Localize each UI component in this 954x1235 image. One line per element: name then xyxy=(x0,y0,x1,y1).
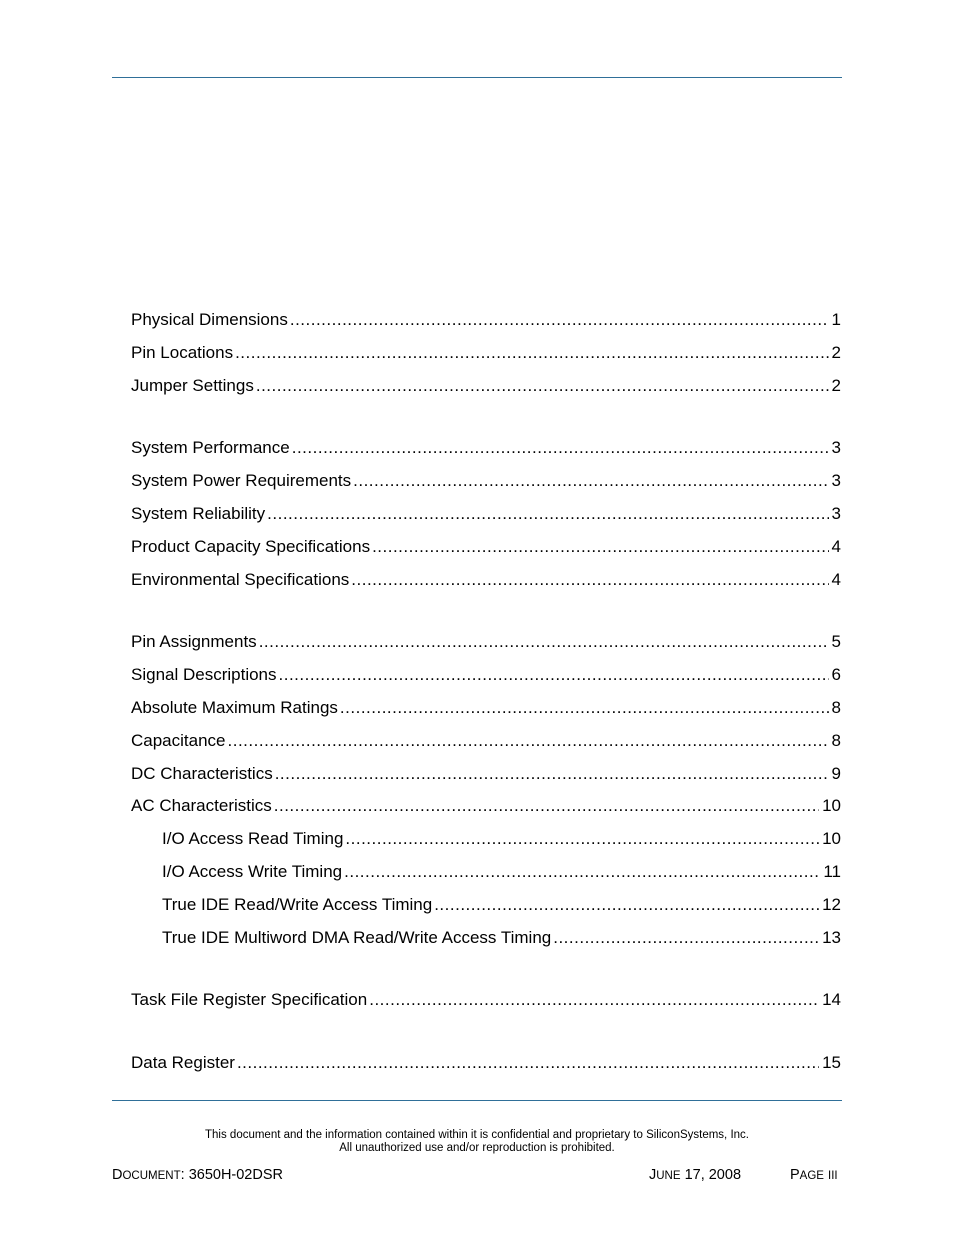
toc-dot-leader xyxy=(256,372,829,400)
toc-entry-page: 9 xyxy=(831,763,841,783)
toc-group xyxy=(131,306,841,404)
toc-entry[interactable] xyxy=(131,467,841,500)
toc-entry-page: 10 xyxy=(822,829,841,849)
toc-entry-page: 2 xyxy=(831,375,841,395)
toc-entry[interactable] xyxy=(131,339,841,372)
toc-entry-page: 6 xyxy=(831,665,841,685)
toc-entry-page: 8 xyxy=(831,730,841,750)
toc-group xyxy=(131,1049,841,1082)
toc-entry-page: 11 xyxy=(823,861,841,881)
toc-entry[interactable] xyxy=(131,533,841,566)
toc-entry-page: 15 xyxy=(822,1053,841,1073)
confidentiality-line-2: All unauthorized use and/or reproduction is prohibited. xyxy=(339,1141,615,1154)
toc-entry[interactable] xyxy=(131,858,841,891)
toc-group xyxy=(131,434,841,598)
toc-entry-title: True IDE Read/Write Access Timing xyxy=(162,894,433,914)
toc-entry-page: 12 xyxy=(822,894,841,914)
toc-group xyxy=(131,986,841,1019)
toc-group xyxy=(131,628,841,956)
toc-entry-title: Pin Locations xyxy=(131,342,234,362)
toc-entry-page: 2 xyxy=(831,342,841,362)
toc-entry[interactable] xyxy=(131,661,841,694)
toc-dot-leader xyxy=(275,760,829,788)
toc-entry-title: System Performance xyxy=(131,438,290,458)
document-number: DOCUMENT: 3650H-02DSR xyxy=(112,1167,283,1183)
header-rule xyxy=(112,77,842,78)
toc-entry-title: Capacitance xyxy=(131,730,226,750)
toc-entry[interactable] xyxy=(131,760,841,793)
toc-entry-title: Pin Assignments xyxy=(131,632,257,652)
toc-dot-leader xyxy=(372,533,828,561)
toc-entry[interactable] xyxy=(131,891,841,924)
toc-dot-leader xyxy=(345,825,819,853)
document-date: JUNE 17, 2008 xyxy=(649,1167,742,1183)
toc-entry-title: AC Characteristics xyxy=(131,796,272,816)
toc-entry-page: 4 xyxy=(831,536,841,556)
toc-entry[interactable] xyxy=(131,628,841,661)
toc-entry-page: 10 xyxy=(822,796,841,816)
toc-entry-title: Physical Dimensions xyxy=(131,310,288,329)
toc-entry-page: 13 xyxy=(822,927,841,947)
toc-entry-title: I/O Access Read Timing xyxy=(162,829,344,849)
toc-dot-leader xyxy=(228,727,829,755)
toc-entry-page: 5 xyxy=(831,632,841,652)
toc-entry[interactable] xyxy=(131,825,841,858)
toc-entry-title: Signal Descriptions xyxy=(131,665,277,685)
toc-entry[interactable] xyxy=(131,986,841,1019)
toc-entry-title: System Power Requirements xyxy=(131,471,352,491)
toc-dot-leader xyxy=(553,924,819,952)
toc-entry-title: Product Capacity Specifications xyxy=(131,536,371,556)
toc-entry-title: Absolute Maximum Ratings xyxy=(131,697,338,717)
confidentiality-line-1: This document and the information contained within it is confidential and proprietary to SiliconSystems, Inc. xyxy=(205,1129,749,1141)
toc-entry[interactable] xyxy=(131,306,841,339)
toc-entry-title: Jumper Settings xyxy=(131,375,254,395)
toc-dot-leader xyxy=(290,306,829,334)
toc-dot-leader xyxy=(235,339,828,367)
toc-entry[interactable] xyxy=(131,727,841,760)
toc-dot-leader xyxy=(351,566,828,594)
toc-dot-leader xyxy=(237,1049,819,1077)
toc-entry-page: 3 xyxy=(831,503,841,523)
toc-entry[interactable] xyxy=(131,372,841,405)
footer-rule xyxy=(112,1100,842,1101)
toc-entry-page: 3 xyxy=(831,471,841,491)
toc-dot-leader xyxy=(259,628,829,656)
toc-entry-title: DC Characteristics xyxy=(131,763,273,783)
toc-entry-title: System Reliability xyxy=(131,503,266,523)
toc-entry-page: 14 xyxy=(822,990,841,1010)
toc-entry-title: Data Register xyxy=(131,1053,235,1073)
toc-dot-leader xyxy=(340,694,829,722)
toc-entry[interactable] xyxy=(131,566,841,599)
toc-entry[interactable] xyxy=(131,694,841,727)
toc-entry-page: 1 xyxy=(831,310,841,329)
toc-dot-leader xyxy=(344,858,820,886)
toc-dot-leader xyxy=(434,891,819,919)
table-of-contents xyxy=(131,306,841,1082)
toc-entry[interactable] xyxy=(131,500,841,533)
toc-entry-title: Environmental Specifications xyxy=(131,569,350,589)
toc-entry-title: I/O Access Write Timing xyxy=(162,861,343,881)
toc-entry-page: 3 xyxy=(831,438,841,458)
toc-entry-page: 4 xyxy=(831,569,841,589)
toc-entry[interactable] xyxy=(131,792,841,825)
toc-dot-leader xyxy=(292,434,829,462)
toc-entry[interactable] xyxy=(131,924,841,957)
toc-entry-title: Task File Register Specification xyxy=(131,990,368,1010)
confidentiality-notice xyxy=(112,1129,842,1154)
toc-dot-leader xyxy=(279,661,829,689)
toc-dot-leader xyxy=(274,792,819,820)
toc-dot-leader xyxy=(369,986,819,1014)
toc-entry-title: True IDE Multiword DMA Read/Write Access Timing xyxy=(162,927,552,947)
toc-dot-leader xyxy=(353,467,828,495)
toc-entry[interactable] xyxy=(131,434,841,467)
page-number: PAGE III xyxy=(790,1167,838,1183)
toc-dot-leader xyxy=(267,500,828,528)
toc-entry-page: 8 xyxy=(831,697,841,717)
toc-entry[interactable] xyxy=(131,1049,841,1082)
